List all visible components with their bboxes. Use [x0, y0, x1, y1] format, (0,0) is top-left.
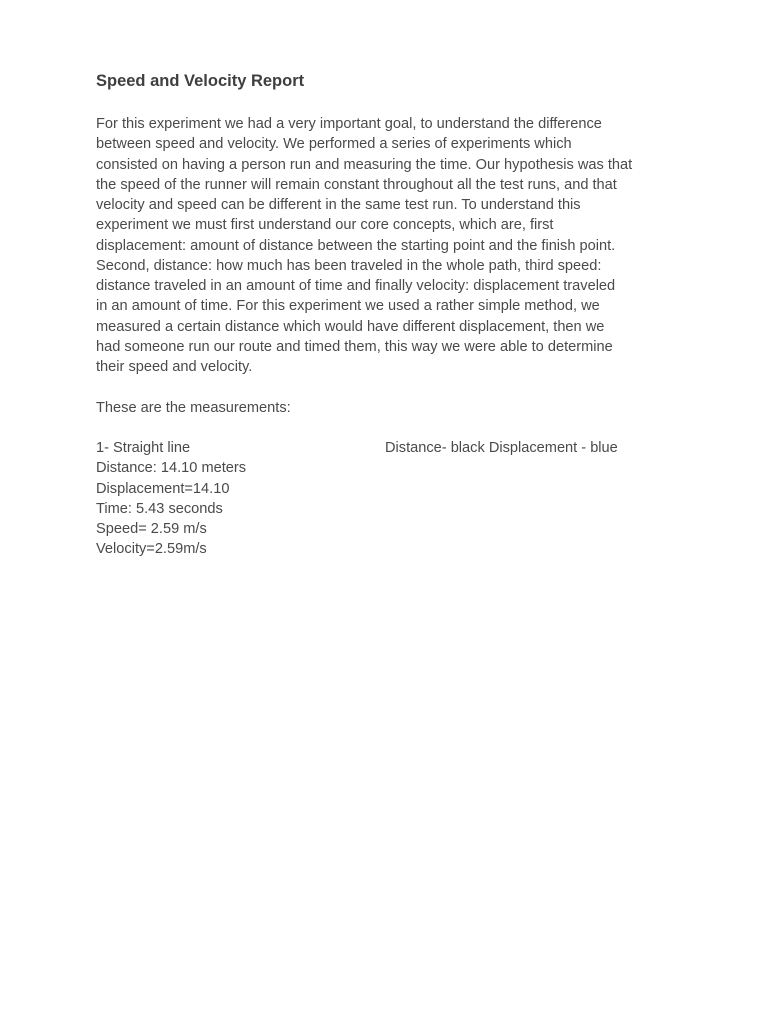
- paragraph-line: measured a certain distance which would have different displacement, then we: [96, 318, 605, 335]
- paragraph-line: displacement: amount of distance between the starting point and the finish point.: [96, 237, 616, 254]
- measurements-list: [96, 438, 246, 560]
- paragraph-line: their speed and velocity.: [96, 359, 253, 375]
- paragraph-line: For this experiment we had a very important goal, to understand the difference: [96, 116, 602, 132]
- measurements-intro: These are the measurements:: [96, 400, 291, 416]
- paragraph-line: experiment we must first understand our core concepts, which are, first: [96, 217, 554, 234]
- measurement-item: 1- Straight line: [96, 440, 191, 456]
- color-legend: Distance- black Displacement - blue: [385, 440, 618, 456]
- measurement-item: Displacement=14.10: [96, 480, 230, 497]
- paragraph-line: had someone run our route and timed them, this way we were able to determine: [96, 338, 613, 355]
- measurement-item: Velocity=2.59m/s: [96, 541, 207, 558]
- paragraph-line: the speed of the runner will remain constant throughout all the test runs, and that: [96, 176, 617, 193]
- paragraph-line: in an amount of time. For this experiment we used a rather simple method, we: [96, 298, 600, 315]
- paragraph-line: distance traveled in an amount of time and finally velocity: displacement traveled: [96, 278, 616, 294]
- paragraph-line: Second, distance: how much has been traveled in the whole path, third speed:: [96, 257, 602, 274]
- paragraph-line: between speed and velocity. We performed a series of experiments which: [96, 136, 572, 153]
- measurement-item: Distance: 14.10 meters: [96, 460, 247, 477]
- paragraph-line: consisted on having a person run and measuring the time. Our hypothesis was that: [96, 156, 633, 173]
- body-paragraph: [96, 114, 632, 377]
- measurement-item: Speed= 2.59 m/s: [96, 521, 207, 537]
- report-title: Speed and Velocity Report: [96, 72, 305, 90]
- measurement-item: Time: 5.43 seconds: [96, 500, 223, 517]
- paragraph-line: velocity and speed can be different in the same test run. To understand this: [96, 197, 581, 213]
